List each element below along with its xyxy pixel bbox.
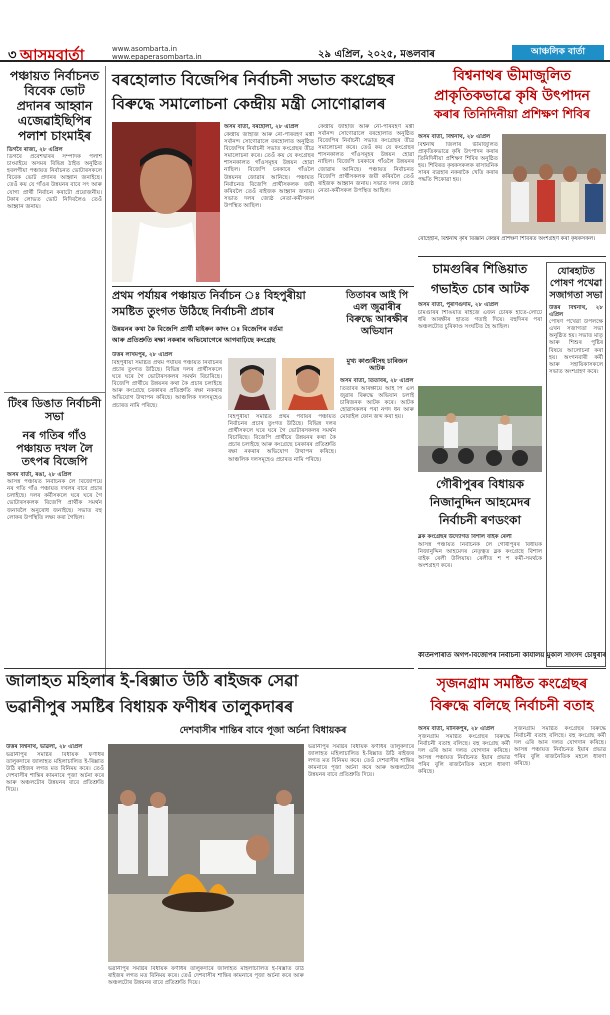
chamguri-dateline: অসম বাৰ্তা, পুৰণিগুদাম, ২৮ এপ্ৰিল (418, 302, 499, 308)
jalah-subhead: দেশবাসীৰ শান্তিৰ বাবে পূজা অৰ্চনা বিধায়কৰ (179, 725, 347, 736)
left-sub-body: আসন্ন পঞ্চায়ত নিৰ্বাচনক লৈ বিজেপিয়ে নৰ গতি গাঁও পঞ্চায়ত দখলৰ বাবে প্ৰচাৰ চলাইছে। দলৰ কৰ্মীসকলে ঘৰে ঘৰে গৈ ভোটাৰসকলক বিজেপি প্ৰাৰ্থীক সমৰ্থন জনাবলৈ অনুৰোধ জনাইছে। সভাত বহু লোকৰ উপস্থিতি লক্ষ্য কৰা গৈছিল। (7, 479, 102, 521)
website-links (112, 45, 202, 61)
divider-jalah (4, 668, 414, 669)
sonowal-photo-svg (112, 122, 220, 282)
chamguri-headline-2: গভাইত চোৰ আটক (430, 281, 530, 296)
bishwanath-headline-1: বিশ্বনাথৰ ভীমাজুলিত (453, 68, 571, 84)
top-story-headline-2: বিৰুদ্ধে সমালোচনা কেন্দ্ৰীয় মন্ত্ৰী সোণোৱালৰ (112, 95, 386, 113)
srijangram-headline-2: বিৰুদ্ধে বলিছে নিৰ্বাচনী বতাহ (430, 698, 594, 714)
srijangram-headline-1: সৃজনগ্ৰাম সমষ্টিত কংগ্ৰেছৰ (436, 676, 588, 692)
titabor-subhead: মুখ্য কাণ্ডাৰীসহ চাৰিজন আটক (346, 357, 408, 373)
bihpuria-headline-1: প্ৰথম পৰ্যায়ৰ পঞ্চায়ত নিৰ্বাচন ঃ বিহপুৰীয়া (112, 289, 306, 302)
gauripur-dateline: ব্লক কংগ্ৰেছৰ উদ্যোগত বিশাল বাইক ৰেলী (418, 534, 512, 540)
divider-srijangram (418, 668, 606, 669)
jalah-headline-2: ভৱানীপুৰ সমষ্টিৰ বিধায়ক ফণীধৰ তালুকদাৰৰ (6, 697, 294, 716)
jorhat-headline: যোৰহাটত পোষণ পখেৱা সজাগতা সভা (549, 266, 603, 301)
srijangram-body-2: সৃজনগ্ৰাম সমষ্টিত কংগ্ৰেছৰ বিৰুদ্ধে নিৰ্বাচনী বতাহ বলিছে। বহু কংগ্ৰেছ কৰ্মী দল এৰি আন দলত যোগদান কৰিছে। আসন্ন পঞ্চায়ত নিৰ্বাচনত ইয়াৰ প্ৰভাৱ পৰিব বুলি ৰাজনৈতিক মহলে ধাৰণা কৰিছে। (514, 726, 606, 768)
bike-rally-photo (418, 386, 542, 472)
bishwanath-caption: ৰোহেইনি, বিশ্বনাথ কৃষি বিজ্ঞান কেন্দ্ৰৰ প্ৰশিক্ষণ শিবিৰত অংশগ্ৰহণ কৰা কৃষকসকল। (418, 236, 596, 242)
candidate-photo-1 (228, 358, 276, 410)
website-2[interactable]: www.epaperasombarta.in (112, 53, 202, 61)
puja-photo-svg (108, 744, 304, 962)
chamguri-body: চামগুৰিৰ শিঙিয়াত ৰাইজে এজন চোৰক হাতে-লোটে ধৰি আৰক্ষীৰ হাতত গতাই দিয়ে। বহুদিনৰ পৰা অঞ্চলটোত চুৰিকাণ্ড সংঘটিত হৈ আছিল। (418, 310, 542, 331)
section-label: আঞ্চলিক বাৰ্তা (512, 45, 604, 60)
divider-bihpuria (112, 286, 414, 287)
titabor-dateline: অসম বাৰ্তা, তিতাবৰ, ২৮ এপ্ৰিল (340, 378, 414, 384)
left-headline: পঞ্চায়ত নিৰ্বাচনত বিবেক ভোট প্ৰদানৰ আহ্বান এজেৱাইছিপিৰ পলাশ চাংমাইৰ (9, 68, 100, 143)
top-story-body-2: কেন্দ্ৰীয় জাহাজ আৰু নৌ-পৰিবহণ মন্ত্ৰী সৰ্বানন্দ সোণোৱালে বৰহোলাত অনুষ্ঠিত বিজেপিৰ নিৰ্বাচনী সভাত কংগ্ৰেছৰ তীব্ৰ সমালোচনা কৰে। তেওঁ কয় যে কংগ্ৰেছৰ শাসনকালত গাঁওসমূহৰ উন্নয়ন হোৱা নাছিল। বিজেপি চৰকাৰে গাঁওলৈ উন্নয়নৰ জোৱাৰ আনিছে। পঞ্চায়ত নিৰ্বাচনত বিজেপি প্ৰাৰ্থীসকলক জয়ী কৰিবলৈ তেওঁ ৰাইজক আহ্বান জনায়। সভাত দলৰ জ্যেষ্ঠ নেতা-কৰ্মীসকল উপস্থিত আছিল। (318, 124, 414, 194)
left-subheadline: টিংৰ ডিঙাত নিৰ্বাচনী সভা (4, 392, 105, 427)
bihpuria-headline-2: সমষ্টিত তুংগত উঠিছে নিৰ্বাচনী প্ৰচাৰ (112, 305, 275, 318)
bishwanath-dateline: অসম বাৰ্তা, বিশ্বনাথ, ২৮ এপ্ৰিল (418, 134, 491, 140)
bishwanath-photo-svg (502, 134, 606, 234)
srijangram-dateline: অসম বাৰ্তা, মানিকপুৰ, ২৮ এপ্ৰিল (418, 726, 495, 732)
masthead-logo: আসমবার্তা (20, 46, 85, 64)
bihpuria-subhead-1: উন্নয়নৰ কথা কৈ বিজেপি প্ৰাৰ্থী মাইৰুন কাদং ঃ বিজেপিৰ বৰ্তমা (112, 325, 283, 333)
jalah-body-1: ভৱানীপুৰ সমষ্টিৰ বিধায়ক ফণীধৰ তালুকদাৰে জালাহত মহিলাচালিত ই-ৰিক্সাত উঠি ৰাইজৰ লগত মত বিনিময় কৰে। তেওঁ দেশবাসীৰ শান্তিৰ কামনাৰে পূজা অৰ্চনা কৰে আৰু অঞ্চলটোৰ উন্নয়নৰ বাবে প্ৰতিশ্ৰুতি দিয়ে। (6, 752, 104, 794)
titabor-body: তিতাবৰ আৰক্ষীয়ে আই পি এল জুৱাৰ বিৰুদ্ধে অভিযান চলাই চাৰিজনক আটক কৰে। আটক হোৱাসকলৰ পৰা নগদ ধন আৰু মোবাইল ফোন জব্দ কৰা হয়। (340, 386, 414, 421)
bihpuria-body-2: বিহপুৰীয়া সমষ্টিত প্ৰথম পৰ্যায়ৰ পঞ্চায়ত নিৰ্বাচনৰ প্ৰচাৰ তুংগত উঠিছে। বিভিন্ন দলৰ প্ৰাৰ্থীসকলে ঘৰে ঘৰে গৈ ভোটাৰসকলৰ সমৰ্থন বিচাৰিছে। বিজেপি প্ৰাৰ্থীয়ে উন্নয়নৰ কথা কৈ প্ৰচাৰ চলাইছে আৰু কংগ্ৰেছে চৰকাৰৰ প্ৰতিশ্ৰুতি ৰক্ষা নকৰাৰ অভিযোগ উত্থাপন কৰিছে। আঞ্চলিক দলসমূহেও প্ৰচাৰত নামি পৰিছে। (228, 414, 336, 463)
bishwanath-body: বিশ্বনাথ জিলাৰ ভীমাজুলিত প্ৰাকৃতিকভাৱে কৃষি উৎপাদন কৰাৰ তিনিদিনীয়া প্ৰশিক্ষণ শিবিৰ অনুষ্ঠিত হয়। শিবিৰত কৃষকসকলক ৰাসায়নিক সাৰৰ ব্যৱহাৰ নকৰাকৈ খেতি কৰাৰ পদ্ধতি শিকোৱা হয়। (418, 142, 498, 184)
website-1[interactable]: www.asombarta.in (112, 45, 178, 53)
gauripur-footer: কীৰ্তনপাৰাত অগপ-বিজেপিৰ নিৰ্বাচনী কাৰ্যালয় মুকলি সাংসদ চৌধুৰীৰ (418, 652, 606, 659)
candidate-photo-2 (282, 358, 334, 410)
bihpuria-subhead-2: আৰু প্ৰতিশ্ৰুতি ৰক্ষা নকৰাৰ অভিযোগেৰে আগবাঢ়িছে কংগ্ৰেছ (112, 336, 276, 344)
left-subheadline-2: নৰ গতিৰ গাঁও পঞ্চায়ত দখল লৈ তৎপৰ বিজেপি (16, 429, 93, 469)
top-story-headline-1: বৰহোলাত বিজেপিৰ নিৰ্বাচনী সভাত কংগ্ৰেছৰ (112, 71, 395, 89)
candidate-1-svg (228, 358, 276, 410)
jalah-headline-1: জালাহত মহিলাৰ ই-ৰিক্সাত উঠি ৰাইজক সেৱা (6, 671, 299, 690)
candidate-2-svg (282, 358, 334, 410)
chamguri-headline-1: চামগুৰিৰ শিঙিয়াত (432, 261, 528, 276)
jalah-dateline: উত্তৰ বিশ্বনাথ, ভাৱলা, ২৮ এপ্ৰিল (6, 744, 83, 750)
puja-photo (108, 744, 304, 962)
gauripur-headline-1: গৌৰীপুৰৰ বিধায়ক (436, 477, 524, 491)
bishwanath-headline-3: কৰাৰ তিনিদিনীয়া প্ৰশিক্ষণ শিবিৰ (434, 107, 590, 121)
page-number: ৩ (8, 48, 17, 63)
left-dateline: ডিগবৈ ৰাজ্য, ২৮ এপ্ৰিল (7, 147, 63, 153)
jalah-body-3: ভৱানীপুৰ সমষ্টিৰ বিধায়ক ফণীধৰ তালুকদাৰে জালাহত মহিলাচালিত ই-ৰিক্সাত উঠি ৰাইজৰ লগত মত বিনিময় কৰে। তেওঁ দেশবাসীৰ শান্তিৰ কামনাৰে পূজা অৰ্চনা কৰে আৰু অঞ্চলটোৰ উন্নয়নৰ বাবে প্ৰতিশ্ৰুতি দিয়ে। (308, 744, 414, 779)
gauripur-body: আসন্ন পঞ্চায়ত নিৰ্বাচনক লৈ গৌৰীপুৰৰ বিধায়ক নিজানুদ্দিন আহমেদৰ নেতৃত্বত ব্লক কংগ্ৰেছে বিশাল বাইক ৰেলী উলিয়ায়। ৰেলীত শ শ কৰ্মী-সমৰ্থকে অংশগ্ৰহণ কৰে। (418, 542, 542, 570)
bihpuria-dateline: উত্তৰ লখিমপুৰ, ২৮ এপ্ৰিল (112, 352, 173, 358)
bike-rally-svg (418, 386, 542, 472)
bishwanath-headline-2: প্ৰাকৃতিকভাৱে কৃষি উৎপাদন (434, 88, 590, 104)
srijangram-body-1: সৃজনগ্ৰাম সমষ্টিত কংগ্ৰেছৰ বিৰুদ্ধে নিৰ্বাচনী বতাহ বলিছে। বহু কংগ্ৰেছ কৰ্মী দল এৰি আন দলত যোগদান কৰিছে। আসন্ন পঞ্চায়ত নিৰ্বাচনত ইয়াৰ প্ৰভাৱ পৰিব বুলি ৰাজনৈতিক মহলে ধাৰণা কৰিছে। (418, 734, 510, 776)
divider-chamguri (418, 256, 606, 257)
titabor-headline: তিতাবৰ আই পি এল জুৱাৰীৰ বিৰুদ্ধে আৰক্ষীৰ অভিযান (345, 290, 409, 337)
top-story-body-1: কেন্দ্ৰীয় জাহাজ আৰু নৌ-পৰিবহণ মন্ত্ৰী সৰ্বানন্দ সোণোৱালে বৰহোলাত অনুষ্ঠিত বিজেপিৰ নিৰ্বাচনী সভাত কংগ্ৰেছৰ তীব্ৰ সমালোচনা কৰে। তেওঁ কয় যে কংগ্ৰেছৰ শাসনকালত গাঁওসমূহৰ উন্নয়ন হোৱা নাছিল। বিজেপি চৰকাৰে গাঁওলৈ উন্নয়নৰ জোৱাৰ আনিছে। পঞ্চায়ত নিৰ্বাচনত বিজেপি প্ৰাৰ্থীসকলক জয়ী কৰিবলৈ তেওঁ ৰাইজক আহ্বান জনায়। সভাত দলৰ জ্যেষ্ঠ নেতা-কৰ্মীসকল উপস্থিত আছিল। (224, 132, 314, 209)
gauripur-headline-2: নিজানুদ্দিন আহমেদৰ (429, 495, 531, 509)
left-body: ডিগবৈ প্ৰবেশদ্বাৰৰ সম্পাদক পলাশ চাংমাইয়ে অসমৰ বিভিন্ন ঠাইত অনুষ্ঠিত হবলগীয়া পঞ্চায়ত নিৰ্বাচনত ভোটাৰসকলে বিবেক ভোট প্ৰদানৰ আহ্বান জনাইছে। তেওঁ কয় যে গাঁওৰ উন্নয়নৰ বাবে সৎ আৰু যোগ্য প্ৰাৰ্থী নিৰ্বাচন কৰাটো প্ৰয়োজনীয়। টকাৰ লোভত ভোট নিদিবলৈও তেওঁ আহ্বান জনায়। (7, 154, 102, 210)
date-line: ২৯ এপ্ৰিল, ২০২৫, মঙলবাৰ (318, 49, 435, 60)
jorhat-box (546, 262, 606, 667)
top-story-dateline: অসম বাৰ্তা, বৰহোলা, ২৮ এপ্ৰিল (224, 124, 299, 130)
jorhat-body: পোষণ পখেৱা উপলক্ষে এখন সজাগতা সভা অনুষ্ঠিত হয়। সভাত মাতৃ আৰু শিশুৰ পুষ্টিৰ বিষয়ে আলোচনা কৰা হয়। অংগনবাৰী কৰ্মী আৰু সহায়িকাসকলে সভাত অংশগ্ৰহণ কৰে। (549, 319, 603, 375)
jorhat-dateline: উত্তৰ বিশ্বনাথ, ২৮ এপ্ৰিল (549, 305, 603, 319)
bishwanath-photo (502, 134, 606, 234)
jalah-body-2: ভৱানীপুৰ সমষ্টিৰ বিধায়ক ফণীধৰ তালুকদাৰে জালাহত মহিলাচালিত ই-ৰিক্সাত উঠি ৰাইজৰ লগত মত বিনিময় কৰে। তেওঁ দেশবাসীৰ শান্তিৰ কামনাৰে পূজা অৰ্চনা কৰে আৰু অঞ্চলটোৰ উন্নয়নৰ বাবে প্ৰতিশ্ৰুতি দিয়ে। (108, 966, 304, 987)
sonowal-photo (112, 122, 220, 282)
bihpuria-body-1: বিহপুৰীয়া সমষ্টিত প্ৰথম পৰ্যায়ৰ পঞ্চায়ত নিৰ্বাচনৰ প্ৰচাৰ তুংগত উঠিছে। বিভিন্ন দলৰ প্ৰাৰ্থীসকলে ঘৰে ঘৰে গৈ ভোটাৰসকলৰ সমৰ্থন বিচাৰিছে। বিজেপি প্ৰাৰ্থীয়ে উন্নয়নৰ কথা কৈ প্ৰচাৰ চলাইছে আৰু কংগ্ৰেছে চৰকাৰৰ প্ৰতিশ্ৰুতি ৰক্ষা নকৰাৰ অভিযোগ উত্থাপন কৰিছে। আঞ্চলিক দলসমূহেও প্ৰচাৰত নামি পৰিছে। (112, 360, 222, 409)
left-column-story (4, 66, 106, 676)
gauripur-headline-3: নিৰ্বাচনী ৰণডংকা (439, 513, 521, 527)
left-sub-dateline: অসম বাৰ্তা, ৰঙা, ২৮ এপ্ৰিল (7, 472, 72, 479)
